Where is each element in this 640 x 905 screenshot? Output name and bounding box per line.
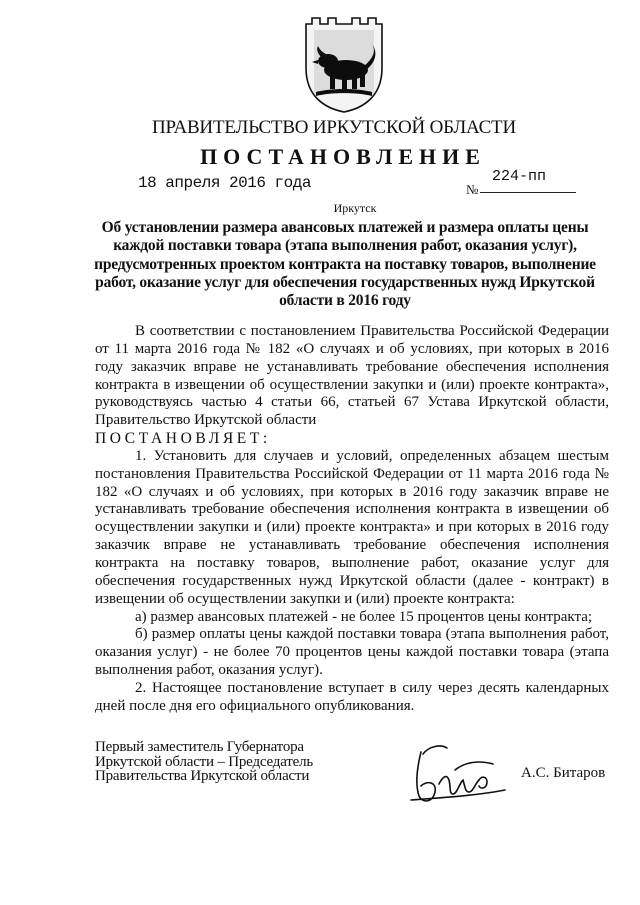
document-title: Об установлении размера авансовых платежей и размера оплаты цены каждой поставки товара (этапа выполнения работ, оказания услуг), предусмотренных проектом контракта на поставку товаров, выполнение работ, оказание услуг для обеспечения государственных нужд Иркутской области в 2016 году <box>94 219 596 310</box>
signatory-position <box>95 740 313 784</box>
number-underline <box>480 192 576 193</box>
government-name: ПРАВИТЕЛЬСТВО ИРКУТСКОЙ ОБЛАСТИ <box>151 117 516 138</box>
document-body <box>95 323 609 716</box>
position-line: Правительства Иркутской области <box>95 768 310 784</box>
document-number-block <box>466 168 578 197</box>
clause-1: 1. Установить для случаев и условий, определенных абзацем шестым постановления Правительства Российской Федерации от 11 марта 2016 года № 182 «О случаях и об условиях, при которых в 2016 году заказчик вправе не устанавливать требование обеспечения исполнения контракта в извещении об осуществлении закупки и (или) проекте контракта» и при которых в 2016 году заказчик вправе не устанавливать требование обеспечения исполнения контракта на поставку товаров, выполнение работ, оказание услуг для обеспечения государственных нужд Иркутской области (далее - контракт) в извещении об осуществлении закупки и (или) проекте контракта: <box>95 447 609 607</box>
document-city: Иркутск <box>333 201 377 215</box>
decree-word: ПОСТАНОВЛЯЕТ: <box>95 430 271 448</box>
preamble-paragraph: В соответствии с постановлением Правительства Российской Федерации от 11 марта 2016 года № 182 «О случаях и об условиях, при которых в 2016 году заказчик вправе не устанавливать требование обеспечения исполнения контракта в извещении об осуществлении закупки и (или) проекте контракта», руководствуясь частью 4 статьи 66, статьей 67 Устава Иркутской области, Правительство Иркутской области <box>95 323 609 429</box>
position-line: Иркутской области – Председатель <box>95 753 314 770</box>
signatory-name: А.С. Битаров <box>521 765 606 781</box>
clause-1a: а) размер авансовых платежей - не более 15 процентов цены контракта; <box>135 608 593 625</box>
number-sign: № <box>466 182 479 197</box>
document-type: ПОСТАНОВЛЕНИЕ <box>200 144 486 169</box>
coat-of-arms-emblem <box>302 14 386 114</box>
clause-1b: б) размер оплаты цены каждой поставки товара (этапа выполнения работ, оказания услуг) - не более 70 процентов цены каждой поставки товара (этапа выполнения работ, оказания услуг). <box>95 626 609 679</box>
position-line: Первый заместитель Губернатора <box>95 739 304 755</box>
document-date: 18 апреля 2016 года <box>138 174 311 192</box>
clause-2: 2. Настоящее постановление вступает в силу через десять календарных дней после дня его официального опубликования. <box>95 679 609 714</box>
handwritten-signature <box>405 740 513 808</box>
document-number: 224-пп <box>492 168 547 185</box>
